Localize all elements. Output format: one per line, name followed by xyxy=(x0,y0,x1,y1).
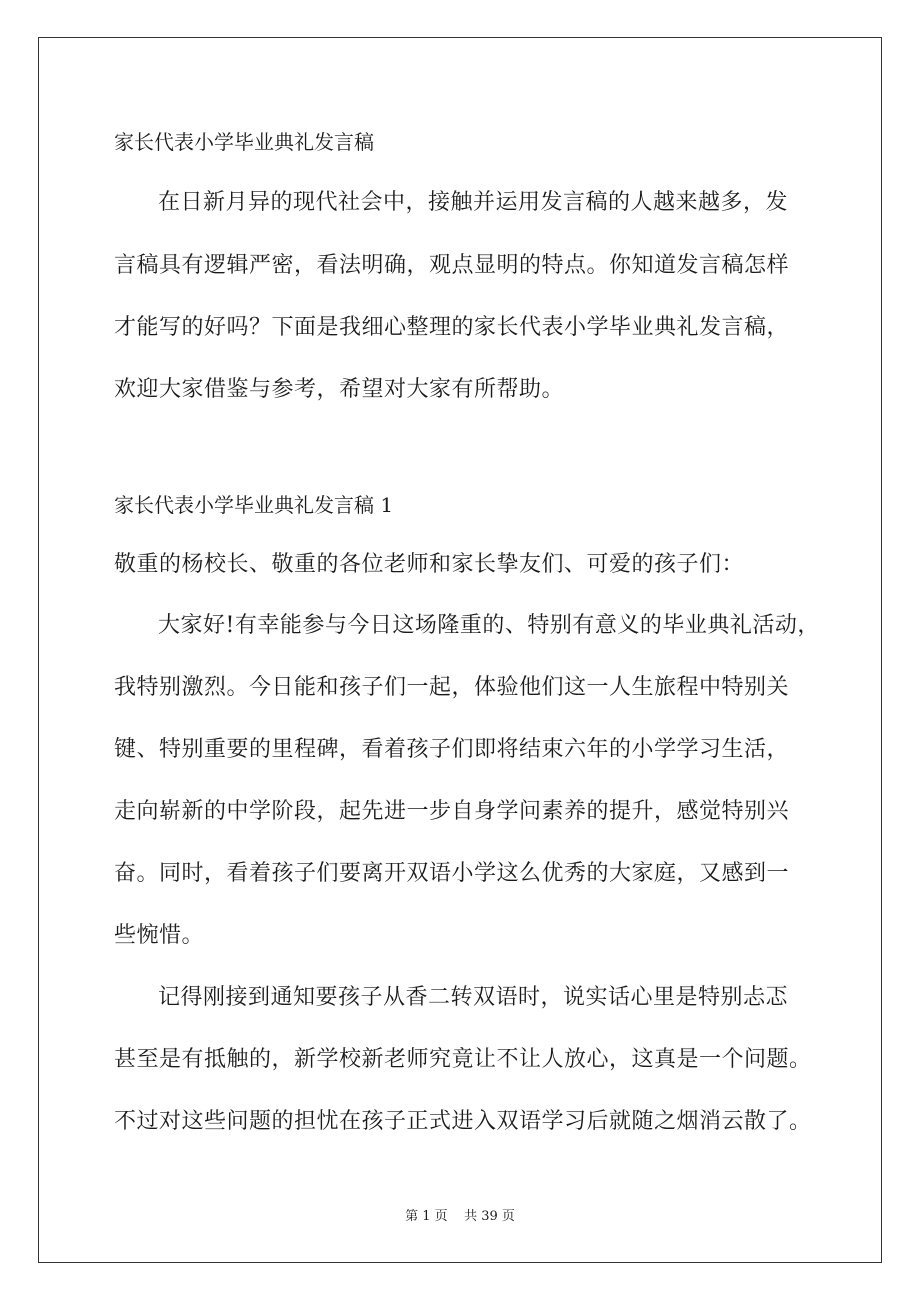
paragraph2-line-1: 记得刚接到通知要孩子从香二转双语时，说实话心里是特别忐忑 xyxy=(158,985,789,1010)
paragraph1-line-5: 奋。同时，看着孩子们要离开双语小学这么优秀的大家庭，又感到一 xyxy=(114,861,790,886)
intro-line-4: 欢迎大家借鉴与参考，希望对大家有所帮助。 xyxy=(114,377,565,402)
page-border xyxy=(38,37,882,1263)
paragraph1-line-2: 我特别激烈。今日能和孩子们一起，体验他们这一人生旅程中特别关 xyxy=(114,675,790,700)
paragraph1-line-6: 些惋惜。 xyxy=(114,923,205,948)
paragraph1-line-1: 大家好!有幸能参与今日这场隆重的、特别有意义的毕业典礼活动， xyxy=(158,613,820,638)
intro-line-3: 才能写的好吗？下面是我细心整理的家长代表小学毕业典礼发言稿， xyxy=(114,315,790,340)
salutation: 敬重的杨校长、敬重的各位老师和家长挚友们、可爱的孩子们： xyxy=(114,552,745,577)
paragraph2-line-2: 甚至是有抵触的，新学校新老师究竟让不让人放心，这真是一个问题。 xyxy=(114,1047,812,1072)
section-title: 家长代表小学毕业典礼发言稿 1 xyxy=(114,493,394,517)
paragraph1-line-3: 键、特别重要的里程碑，看着孩子们即将结束六年的小学学习生活， xyxy=(114,737,790,762)
document-title: 家长代表小学毕业典礼发言稿 xyxy=(114,130,374,154)
intro-line-1: 在日新月异的现代社会中，接触并运用发言稿的人越来越多，发 xyxy=(158,190,789,215)
intro-line-2: 言稿具有逻辑严密，看法明确，观点显明的特点。你知道发言稿怎样 xyxy=(114,253,790,278)
page-footer: 第 1 页 共 39 页 xyxy=(405,1209,515,1224)
paragraph1-line-4: 走向崭新的中学阶段，起先进一步自身学问素养的提升，感觉特别兴 xyxy=(114,799,790,824)
paragraph2-line-3: 不过对这些问题的担忧在孩子正式进入双语学习后就随之烟消云散了。 xyxy=(114,1109,812,1134)
